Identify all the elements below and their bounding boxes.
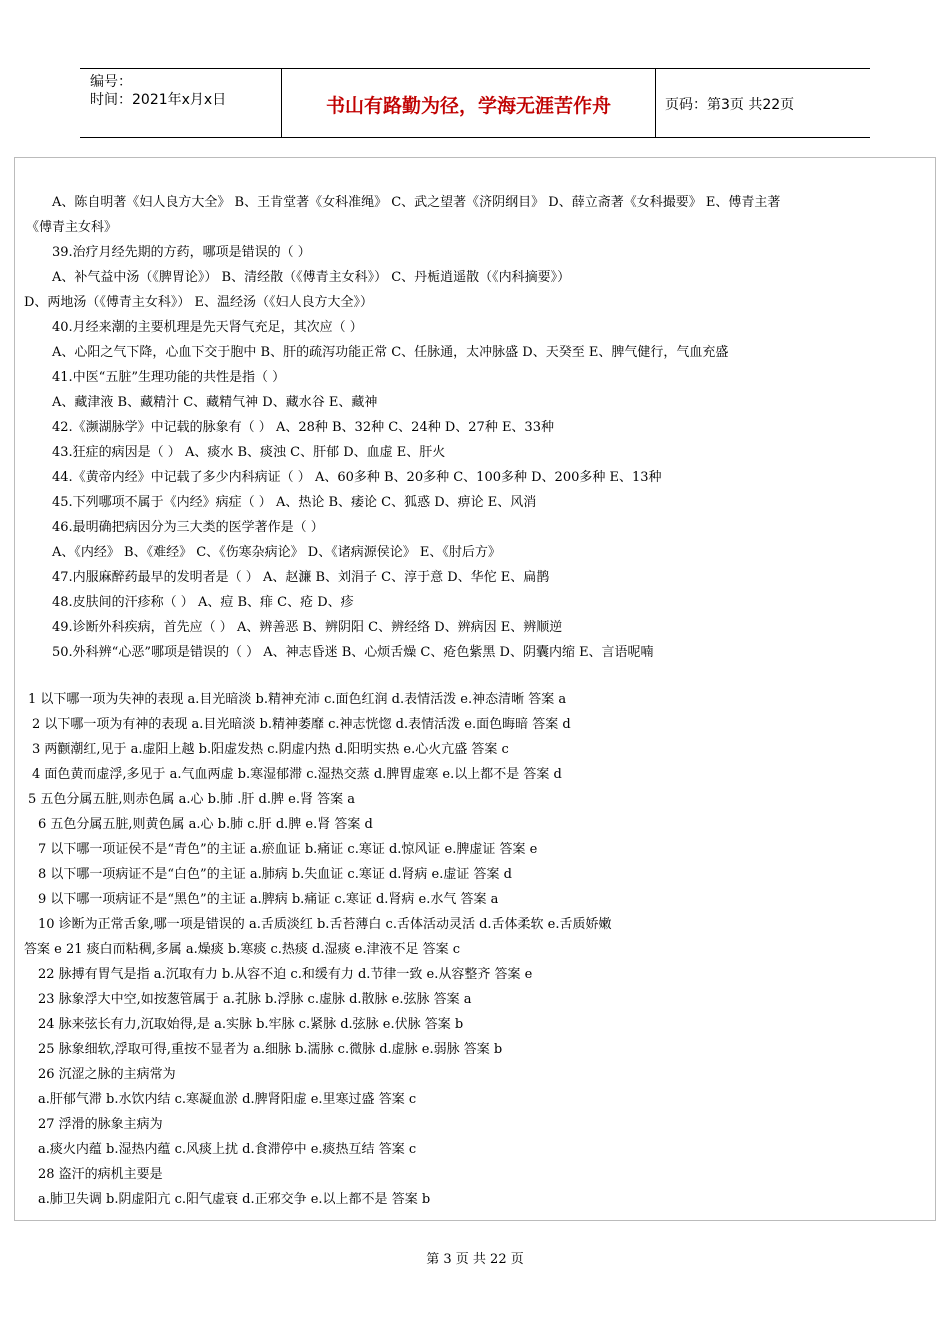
text-line: 3 两颧潮红,见于 a.虚阳上越 b.阳虚发热 c.阴虚内热 d.阳明实热 e.心火亢盛 答案 c [32,742,509,757]
text-line: 1 以下哪一项为失神的表现 a.目光暗淡 b.精神充沛 c.面色红润 d.表情活泼 e.神态清晰 答案 a [28,692,567,707]
text-line: 44.《黄帝内经》中记载了多少内科病证（ ） A、60多种 B、20多种 C、100多种 D、200多种 E、13种 [52,470,662,485]
text-line: 7 以下哪一项证侯不是“青色”的主证 a.瘀血证 b.痛证 c.寒证 d.惊风证 e.脾虚证 答案 e [38,842,538,857]
text-line: 8 以下哪一项病证不是“白色”的主证 a.肺病 b.失血证 c.寒证 d.肾病 e.虚证 答案 d [38,867,512,882]
text-line: 4 面色黄而虚浮,多见于 a.气血两虚 b.寒湿郁滞 c.湿热交蒸 d.脾胃虚寒 e.以上都不是 答案 d [32,767,562,782]
text-line: A、心阳之气下降，心血下交于胞中 B、肝的疏泻功能正常 C、任脉通，太冲脉盛 D、天癸至 E、脾气健行，气血充盛 [52,345,729,360]
text-line: 45.下列哪项不属于《内经》病症（ ） A、热论 B、痿论 C、狐惑 D、痹论 E、风消 [52,495,537,510]
text-line: a.肝郁气滞 b.水饮内结 c.寒凝血淤 d.脾肾阳虚 e.里寒过盛 答案 c [38,1092,417,1107]
text-line: 《傅青主女科》 [26,220,118,235]
text-line: 答案 e 21 痰白而粘稠,多属 a.燥痰 b.寒痰 c.热痰 d.湿痰 e.津液不足 答案 c [24,942,461,957]
text-line: 5 五色分属五脏,则赤色属 a.心 b.肺 .肝 d.脾 e.肾 答案 a [28,792,355,807]
text-line: 48.皮肤间的汗疹称（ ） A、痘 B、痱 C、疮 D、疹 [52,595,354,610]
page-info: 页码：第3页 共22页 [665,97,795,113]
content-frame [14,157,936,1221]
text-line: 10 诊断为正常舌象,哪一项是错误的 a.舌质淡红 b.舌苔薄白 c.舌体活动灵活 d.舌体柔软 e.舌质娇嫩 [38,917,612,932]
text-line: 50.外科辨“心恶”哪项是错误的（ ） A、神志昏迷 B、心烦舌燥 C、疮色紫黑 D、阴囊内缩 E、言语呢喃 [52,645,654,660]
text-line: 22 脉搏有胃气是指 a.沉取有力 b.从容不迫 c.和缓有力 d.节律一致 e.从容整齐 答案 e [38,967,533,982]
header-meta-cell [80,69,282,137]
text-line: 43.狂症的病因是（ ） A、痰水 B、痰浊 C、肝郁 D、血虚 E、肝火 [52,445,446,460]
text-line: a.痰火内蕴 b.湿热内蕴 c.风痰上扰 d.食滞停中 e.痰热互结 答案 c [38,1142,417,1157]
text-line: 47.内服麻醉药最早的发明者是（ ） A、赵濂 B、刘涓子 C、淳于意 D、华佗 E、扁鹊 [52,570,550,585]
text-line: 27 浮滑的脉象主病为 [38,1117,163,1132]
text-line: 26 沉涩之脉的主病常为 [38,1067,176,1082]
text-line: A、《内经》 B、《难经》 C、《伤寒杂病论》 D、《诸病源侯论》 E、《肘后方》 [52,545,501,560]
date-label: 时间：2021年x月x日 [90,92,227,108]
page-footer: 第 3 页 共 22 页 [426,1252,524,1267]
text-line: 24 脉来弦长有力,沉取始得,是 a.实脉 b.牢脉 c.紧脉 d.弦脉 e.伏脉 答案 b [38,1017,464,1032]
text-line: 39.治疗月经先期的方药，哪项是错误的（ ） [52,245,311,260]
text-line: A、藏津液 B、藏精汁 C、藏精气神 D、藏水谷 E、藏神 [52,395,378,410]
text-line: 9 以下哪一项病证不是“黑色”的主证 a.脾病 b.痛证 c.寒证 d.肾病 e.水气 答案 a [38,892,499,907]
text-line: 49.诊断外科疾病，首先应（ ） A、辨善恶 B、辨阴阳 C、辨经络 D、辨病因 E、辨顺逆 [52,620,563,635]
text-line: 28 盗汗的病机主要是 [38,1167,163,1182]
text-line: 41.中医“五脏”生理功能的共性是指（ ） [52,370,286,385]
text-line: D、两地汤（《傅青主女科》） E、温经汤（《妇人良方大全》） [24,295,374,310]
motto-text: 书山有路勤为径，学海无涯苦作舟 [325,95,611,117]
text-line: 23 脉象浮大中空,如按葱管属于 a.芤脉 b.浮脉 c.虚脉 d.散脉 e.弦脉 答案 a [38,992,472,1007]
page-header [80,68,870,138]
text-line: A、补气益中汤（《脾胃论》） B、清经散（《傅青主女科》） C、丹栀逍遥散（《内科摘要》） [52,270,571,285]
code-label: 编号： [90,74,132,90]
text-line: 2 以下哪一项为有神的表现 a.目光暗淡 b.精神萎靡 c.神志恍惚 d.表情活泼 e.面色晦暗 答案 d [32,717,571,732]
text-line: 40.月经来潮的主要机理是先天肾气充足，其次应（ ） [52,320,363,335]
text-line: 42.《濒湖脉学》中记载的脉象有（ ） A、28种 B、32种 C、24种 D、27种 E、33种 [52,420,554,435]
text-line: A、陈自明著《妇人良方大全》 B、王肯堂著《女科准绳》 C、武之望著《济阴纲目》 D、薛立斋著《女科撮要》 E、傅青主著 [52,195,781,210]
text-line: 6 五色分属五脏,则黄色属 a.心 b.肺 c.肝 d.脾 e.肾 答案 d [38,817,373,832]
header-page-cell [656,69,870,137]
text-line: 25 脉象细软,浮取可得,重按不显者为 a.细脉 b.濡脉 c.微脉 d.虚脉 e.弱脉 答案 b [38,1042,503,1057]
text-line: a.肺卫失调 b.阴虚阳亢 c.阳气虚衰 d.正邪交争 e.以上都不是 答案 b [38,1192,431,1207]
header-motto-cell [282,69,656,137]
text-line: 46.最明确把病因分为三大类的医学著作是（ ） [52,520,324,535]
